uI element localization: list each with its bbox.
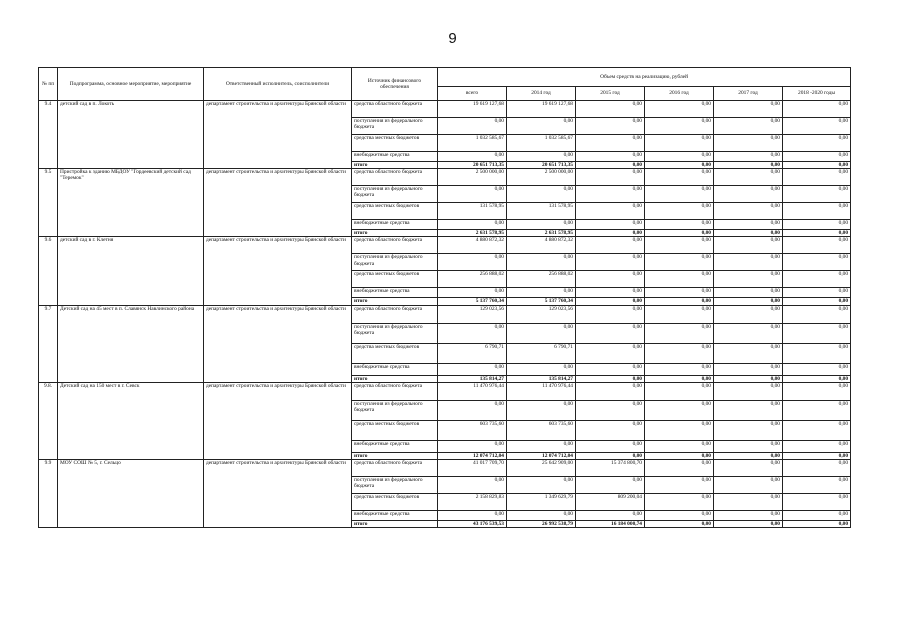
amount-cell: 0,00 [507,186,576,203]
amount-cell: 0,00 [783,118,851,135]
amount-cell: 0,00 [576,305,645,323]
amount-cell: 0,00 [714,135,783,152]
amount-cell: 5 137 760,34 [507,298,576,305]
amount-cell: 0,00 [714,323,783,343]
amount-cell: 0,00 [714,169,783,186]
header-year: 2018 -2020 годы [783,87,851,101]
amount-cell: 0,00 [645,343,714,363]
header-volume: Объем средств на реализацию, рублей [438,68,851,87]
amount-cell: 0,00 [714,101,783,118]
amount-cell: 0,00 [576,323,645,343]
amount-cell: 1 032 585,67 [438,135,507,152]
amount-cell: 4 880 872,32 [507,237,576,254]
funding-source: средства областного бюджета [352,101,438,118]
amount-cell: 2 158 829,83 [438,494,507,511]
amount-cell: 0,00 [645,220,714,230]
header-source: Источник финансового обеспечения [352,68,438,101]
amount-cell: 0,00 [714,420,783,440]
amount-cell: 0,00 [645,323,714,343]
amount-cell: 0,00 [783,521,851,528]
amount-cell: 0,00 [714,254,783,271]
amount-cell: 0,00 [438,323,507,343]
amount-cell: 0,00 [645,271,714,288]
amount-cell: 0,00 [576,135,645,152]
amount-cell: 0,00 [576,343,645,363]
amount-cell: 0,00 [783,477,851,494]
funding-source: средства местных бюджетов [352,420,438,440]
header-year: 2017 год [714,87,783,101]
amount-cell: 0,00 [507,440,576,452]
header-executor: Ответственный исполнитель, соисполнители [204,68,352,101]
amount-cell: 0,00 [714,230,783,237]
amount-cell: 0,00 [783,152,851,162]
amount-cell: 0,00 [576,452,645,459]
page-number: 9 [448,30,457,47]
amount-cell: 0,00 [783,452,851,459]
amount-cell: 129 023,56 [507,305,576,323]
amount-cell: 0,00 [783,400,851,420]
amount-cell: 1 032 585,67 [507,135,576,152]
amount-cell: 0,00 [714,382,783,400]
amount-cell: 0,00 [645,460,714,477]
amount-cell: 256 888,02 [438,271,507,288]
amount-cell: 131 578,95 [438,203,507,220]
amount-cell: 256 888,02 [507,271,576,288]
amount-cell: 0,00 [507,220,576,230]
funding-source: средства областного бюджета [352,460,438,477]
amount-cell: 0,00 [576,271,645,288]
project-name: МОУ СОШ № 5, г. Сельцо [58,460,204,528]
amount-cell: 0,00 [507,477,576,494]
amount-cell: 26 992 538,79 [507,521,576,528]
funding-source: внебюджетные средства [352,152,438,162]
amount-cell: 0,00 [783,254,851,271]
amount-cell: 0,00 [507,254,576,271]
amount-cell: 0,00 [783,343,851,363]
amount-cell: 0,00 [576,511,645,521]
header-year: 2014 год [507,87,576,101]
amount-cell: 0,00 [576,288,645,298]
amount-cell: 0,00 [714,118,783,135]
amount-cell: 25 642 909,00 [507,460,576,477]
project-executor: департамент строительства и архитектуры Брянской области [204,382,352,459]
funding-source: поступления из федерального бюджета [352,477,438,494]
funding-source: итого [352,452,438,459]
amount-cell: 0,00 [507,400,576,420]
funding-source: средства областного бюджета [352,237,438,254]
amount-cell: 0,00 [645,254,714,271]
amount-cell: 2 631 578,95 [507,230,576,237]
funding-source: средства областного бюджета [352,382,438,400]
amount-cell: 15 374 800,70 [576,460,645,477]
amount-cell: 0,00 [783,288,851,298]
amount-cell: 0,00 [438,363,507,375]
amount-cell: 0,00 [645,363,714,375]
funding-source: поступления из федерального бюджета [352,254,438,271]
amount-cell: 0,00 [645,521,714,528]
project-name: Детский сад на 150 мест в г. Севск [58,382,204,459]
table-body [39,101,851,528]
amount-cell: 0,00 [645,511,714,521]
amount-cell: 0,00 [645,420,714,440]
funding-source: поступления из федерального бюджета [352,400,438,420]
amount-cell: 19 619 127,68 [507,101,576,118]
amount-cell: 0,00 [783,375,851,382]
table-row [39,169,851,186]
amount-cell: 0,00 [645,101,714,118]
funding-source: итого [352,162,438,169]
amount-cell: 0,00 [438,440,507,452]
amount-cell: 0,00 [783,382,851,400]
amount-cell: 0,00 [645,230,714,237]
amount-cell: 603 735,60 [438,420,507,440]
amount-cell: 12 074 712,04 [507,452,576,459]
amount-cell: 135 814,27 [438,375,507,382]
amount-cell: 0,00 [438,400,507,420]
funding-source: внебюджетные средства [352,363,438,375]
amount-cell: 0,00 [576,203,645,220]
amount-cell: 11 470 976,44 [507,382,576,400]
amount-cell: 0,00 [783,101,851,118]
amount-cell: 6 790,71 [507,343,576,363]
amount-cell: 20 651 713,35 [507,162,576,169]
amount-cell: 0,00 [507,323,576,343]
amount-cell: 0,00 [714,363,783,375]
amount-cell: 0,00 [783,169,851,186]
table-row [39,460,851,477]
amount-cell: 0,00 [576,298,645,305]
project-name: Детский сад на 45 мест в п. Славянск Навлинского района [58,305,204,382]
project-executor: департамент строительства и архитектуры Брянской области [204,237,352,305]
funding-source: внебюджетные средства [352,511,438,521]
amount-cell: 0,00 [714,271,783,288]
amount-cell: 4 880 872,32 [438,237,507,254]
amount-cell: 19 619 127,68 [438,101,507,118]
amount-cell: 131 578,95 [507,203,576,220]
amount-cell: 0,00 [783,162,851,169]
amount-cell: 0,00 [438,118,507,135]
funding-source: внебюджетные средства [352,220,438,230]
header-name: Подпрограмма, основное мероприятие, мероприятие [58,68,204,101]
amount-cell: 135 814,27 [507,375,576,382]
funding-source: поступления из федерального бюджета [352,323,438,343]
amount-cell: 0,00 [783,237,851,254]
amount-cell: 0,00 [783,420,851,440]
amount-cell: 0,00 [645,118,714,135]
amount-cell: 0,00 [576,118,645,135]
amount-cell: 0,00 [783,271,851,288]
amount-cell: 2 631 578,95 [438,230,507,237]
amount-cell: 0,00 [438,477,507,494]
amount-cell: 0,00 [714,494,783,511]
project-name: детский сад в г. Клетня [58,237,204,305]
amount-cell: 0,00 [714,298,783,305]
funding-source: внебюджетные средства [352,288,438,298]
amount-cell: 0,00 [645,375,714,382]
amount-cell: 0,00 [783,363,851,375]
amount-cell: 0,00 [576,254,645,271]
amount-cell: 0,00 [714,162,783,169]
funding-source: итого [352,230,438,237]
table-row [39,237,851,254]
project-number: 9.7 [39,305,58,382]
project-executor: департамент строительства и архитектуры Брянской области [204,460,352,528]
project-name: Пристройка к зданию МБДОУ "Гордеевский детский сад "Теремок" [58,169,204,237]
amount-cell: 0,00 [576,220,645,230]
amount-cell: 0,00 [645,288,714,298]
funding-source: средства областного бюджета [352,169,438,186]
amount-cell: 0,00 [783,220,851,230]
amount-cell: 0,00 [645,382,714,400]
funding-source: средства областного бюджета [352,305,438,323]
amount-cell: 0,00 [645,186,714,203]
project-name: детский сад в п. Локоть [58,101,204,169]
amount-cell: 0,00 [783,298,851,305]
amount-cell: 0,00 [714,343,783,363]
table-row [39,382,851,400]
amount-cell: 0,00 [714,237,783,254]
amount-cell: 0,00 [714,220,783,230]
amount-cell: 0,00 [645,440,714,452]
funding-source: итого [352,375,438,382]
budget-table [38,67,851,528]
amount-cell: 11 470 976,44 [438,382,507,400]
amount-cell: 0,00 [507,288,576,298]
amount-cell: 0,00 [438,152,507,162]
amount-cell: 0,00 [507,118,576,135]
header-year: 2016 год [645,87,714,101]
funding-source: итого [352,521,438,528]
amount-cell: 0,00 [645,162,714,169]
funding-source: средства местных бюджетов [352,494,438,511]
amount-cell: 0,00 [645,452,714,459]
funding-source: внебюджетные средства [352,440,438,452]
amount-cell: 0,00 [714,477,783,494]
amount-cell: 0,00 [645,237,714,254]
amount-cell: 0,00 [645,152,714,162]
funding-source: поступления из федерального бюджета [352,186,438,203]
header-year: всего [438,87,507,101]
amount-cell: 0,00 [714,440,783,452]
amount-cell: 0,00 [507,152,576,162]
project-executor: департамент строительства и архитектуры Брянской области [204,305,352,382]
amount-cell: 603 735,60 [507,420,576,440]
amount-cell: 0,00 [645,305,714,323]
amount-cell: 0,00 [576,477,645,494]
amount-cell: 16 184 000,74 [576,521,645,528]
amount-cell: 0,00 [645,494,714,511]
amount-cell: 0,00 [783,323,851,343]
amount-cell: 0,00 [783,494,851,511]
amount-cell: 0,00 [783,511,851,521]
amount-cell: 0,00 [576,101,645,118]
project-executor: департамент строительства и архитектуры Брянской области [204,101,352,169]
funding-source: поступления из федерального бюджета [352,118,438,135]
amount-cell: 0,00 [783,230,851,237]
amount-cell: 0,00 [576,420,645,440]
amount-cell: 20 651 713,35 [438,162,507,169]
project-number: 9.5 [39,169,58,237]
amount-cell: 0,00 [576,375,645,382]
amount-cell: 12 074 712,04 [438,452,507,459]
amount-cell: 0,00 [783,440,851,452]
amount-cell: 0,00 [507,511,576,521]
funding-source: средства местных бюджетов [352,203,438,220]
amount-cell: 0,00 [645,169,714,186]
amount-cell: 0,00 [576,152,645,162]
amount-cell: 0,00 [438,186,507,203]
amount-cell: 0,00 [576,237,645,254]
amount-cell: 0,00 [783,186,851,203]
amount-cell: 0,00 [645,477,714,494]
amount-cell: 0,00 [576,162,645,169]
amount-cell: 0,00 [576,186,645,203]
amount-cell: 2 500 000,00 [507,169,576,186]
amount-cell: 0,00 [714,203,783,220]
amount-cell: 0,00 [438,511,507,521]
amount-cell: 0,00 [783,135,851,152]
amount-cell: 0,00 [507,363,576,375]
amount-cell: 0,00 [714,511,783,521]
amount-cell: 0,00 [576,230,645,237]
amount-cell: 0,00 [714,521,783,528]
amount-cell: 0,00 [576,400,645,420]
amount-cell: 2 500 000,00 [438,169,507,186]
project-number: 9.4 [39,101,58,169]
amount-cell: 41 017 709,70 [438,460,507,477]
amount-cell: 5 137 760,34 [438,298,507,305]
amount-cell: 0,00 [714,375,783,382]
amount-cell: 0,00 [714,400,783,420]
funding-source: итого [352,298,438,305]
amount-cell: 0,00 [576,382,645,400]
amount-cell: 0,00 [783,203,851,220]
funding-source: средства местных бюджетов [352,343,438,363]
amount-cell: 0,00 [714,152,783,162]
amount-cell: 0,00 [576,440,645,452]
project-number: 9.6 [39,237,58,305]
amount-cell: 0,00 [714,186,783,203]
amount-cell: 0,00 [714,452,783,459]
amount-cell: 0,00 [714,460,783,477]
amount-cell: 0,00 [438,254,507,271]
project-executor: департамент строительства и архитектуры Брянской области [204,169,352,237]
amount-cell: 129 023,56 [438,305,507,323]
amount-cell: 0,00 [438,288,507,298]
amount-cell: 0,00 [714,305,783,323]
amount-cell: 809 200,04 [576,494,645,511]
amount-cell: 0,00 [438,220,507,230]
project-number: 9.8. [39,382,58,459]
amount-cell: 0,00 [645,400,714,420]
funding-source: средства местных бюджетов [352,135,438,152]
amount-cell: 6 790,71 [438,343,507,363]
amount-cell: 0,00 [783,305,851,323]
amount-cell: 0,00 [576,363,645,375]
amount-cell: 0,00 [783,460,851,477]
amount-cell: 0,00 [645,203,714,220]
header-year: 2015 год [576,87,645,101]
header-no: № пп [39,68,58,101]
project-number: 9.9 [39,460,58,528]
table-row [39,101,851,118]
amount-cell: 0,00 [645,298,714,305]
amount-cell: 43 176 539,53 [438,521,507,528]
amount-cell: 0,00 [645,135,714,152]
table-row [39,305,851,323]
funding-source: средства местных бюджетов [352,271,438,288]
amount-cell: 0,00 [576,169,645,186]
amount-cell: 0,00 [714,288,783,298]
amount-cell: 1 349 629,79 [507,494,576,511]
